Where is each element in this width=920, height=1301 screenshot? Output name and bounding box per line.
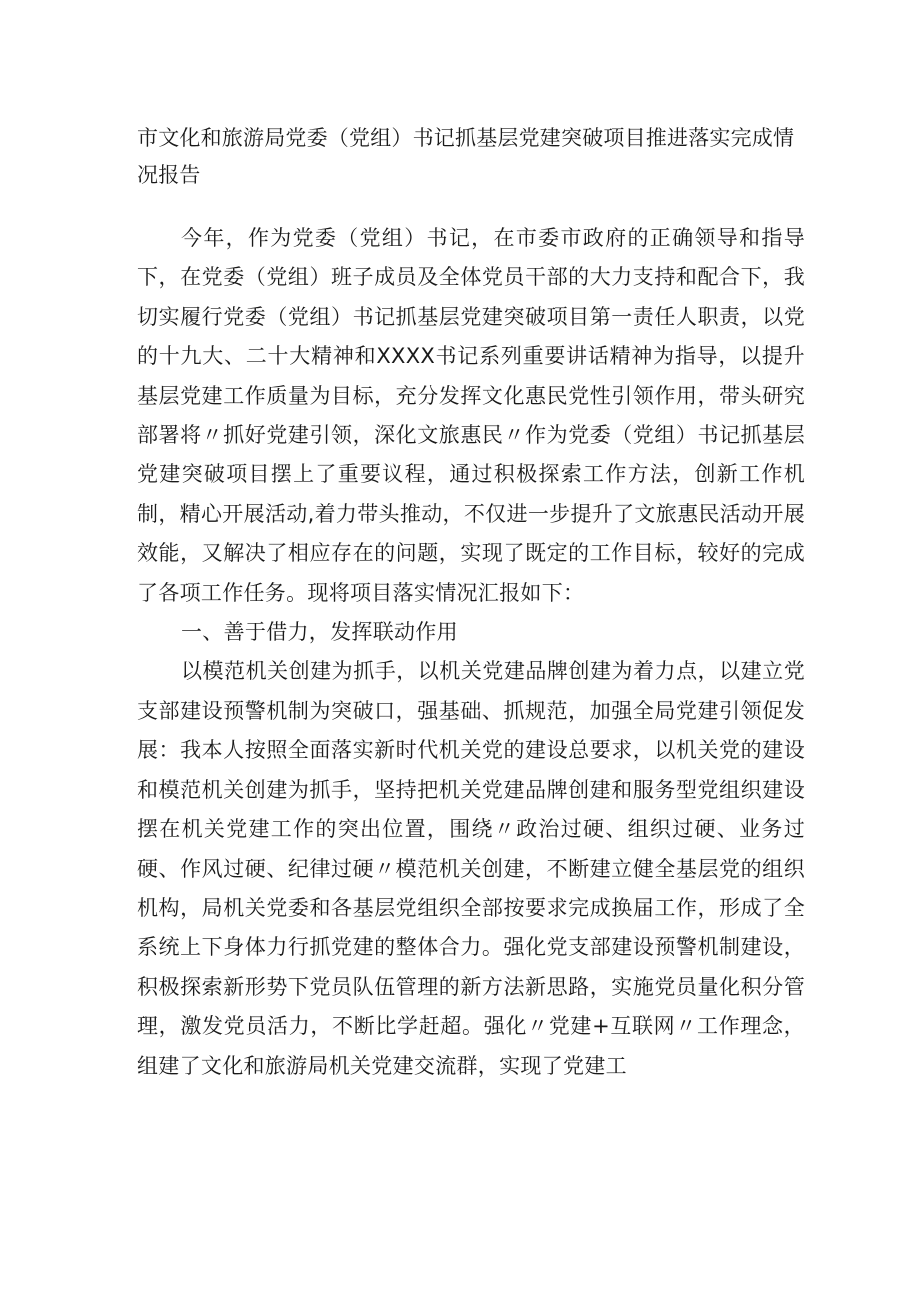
section-1-paragraph: 以模范机关创建为抓手，以机关党建品牌创建为着力点，以建立党支部建设预警机制为突破口，强基础、抓规范，加强全局党建引领促发展：我本人按照全面落实新时代机关党的建设总要求，以机关党的建设和模范机关创建为抓手，坚持把机关党建品牌创建和服务型党组织建设摆在机关党建工作的突出位置，围绕〃政治过硬、组织过硬、业务过硬、作风过硬、纪律过硬〃模范机关创建，不断建立健全基层党的组织机构，局机关党委和各基层党组织全部按要求完成换届工作，形成了全系统上下身体力行抓党建的整体合力。强化党支部建设预警机制建设，积极探索新形势下党员队伍管理的新方法新思路，实施党员量化积分管理，激发党员活力，不断比学赶超。强化〃党建+互联网〃工作理念，组建了文化和旅游局机关党建交流群，实现了党建工 xyxy=(137,659,805,1078)
document-title: 市文化和旅游局党委（党组）书记抓基层党建突破项目推进落实完成情况报告 xyxy=(137,126,795,187)
section-heading-1: 一、善于借力，发挥联动作用 xyxy=(181,620,458,645)
intro-paragraph: 今年，作为党委（党组）书记，在市委市政府的正确领导和指导下，在党委（党组）班子成员及全体党员干部的大力支持和配合下，我切实履行党委（党组）书记抓基层党建突破项目第一责任人职责，以党的十九大、二十大精神和XXXX书记系列重要讲话精神为指导，以提升基层党建工作质量为目标，充分发挥文化惠民党性引领作用，带头研究部署将〃抓好党建引领，深化文旅惠民〃作为党委（党组）书记抓基层党建突破项目摆上了重要议程，通过积极探索工作方法，创新工作机制，精心开展活动,着力带头推动，不仅进一步提升了文旅惠民活动开展效能，又解决了相应存在的问题，实现了既定的工作目标，较好的完成了各项工作任务。现将项目落实情况汇报如下： xyxy=(137,226,805,605)
document-body xyxy=(137,219,805,1086)
